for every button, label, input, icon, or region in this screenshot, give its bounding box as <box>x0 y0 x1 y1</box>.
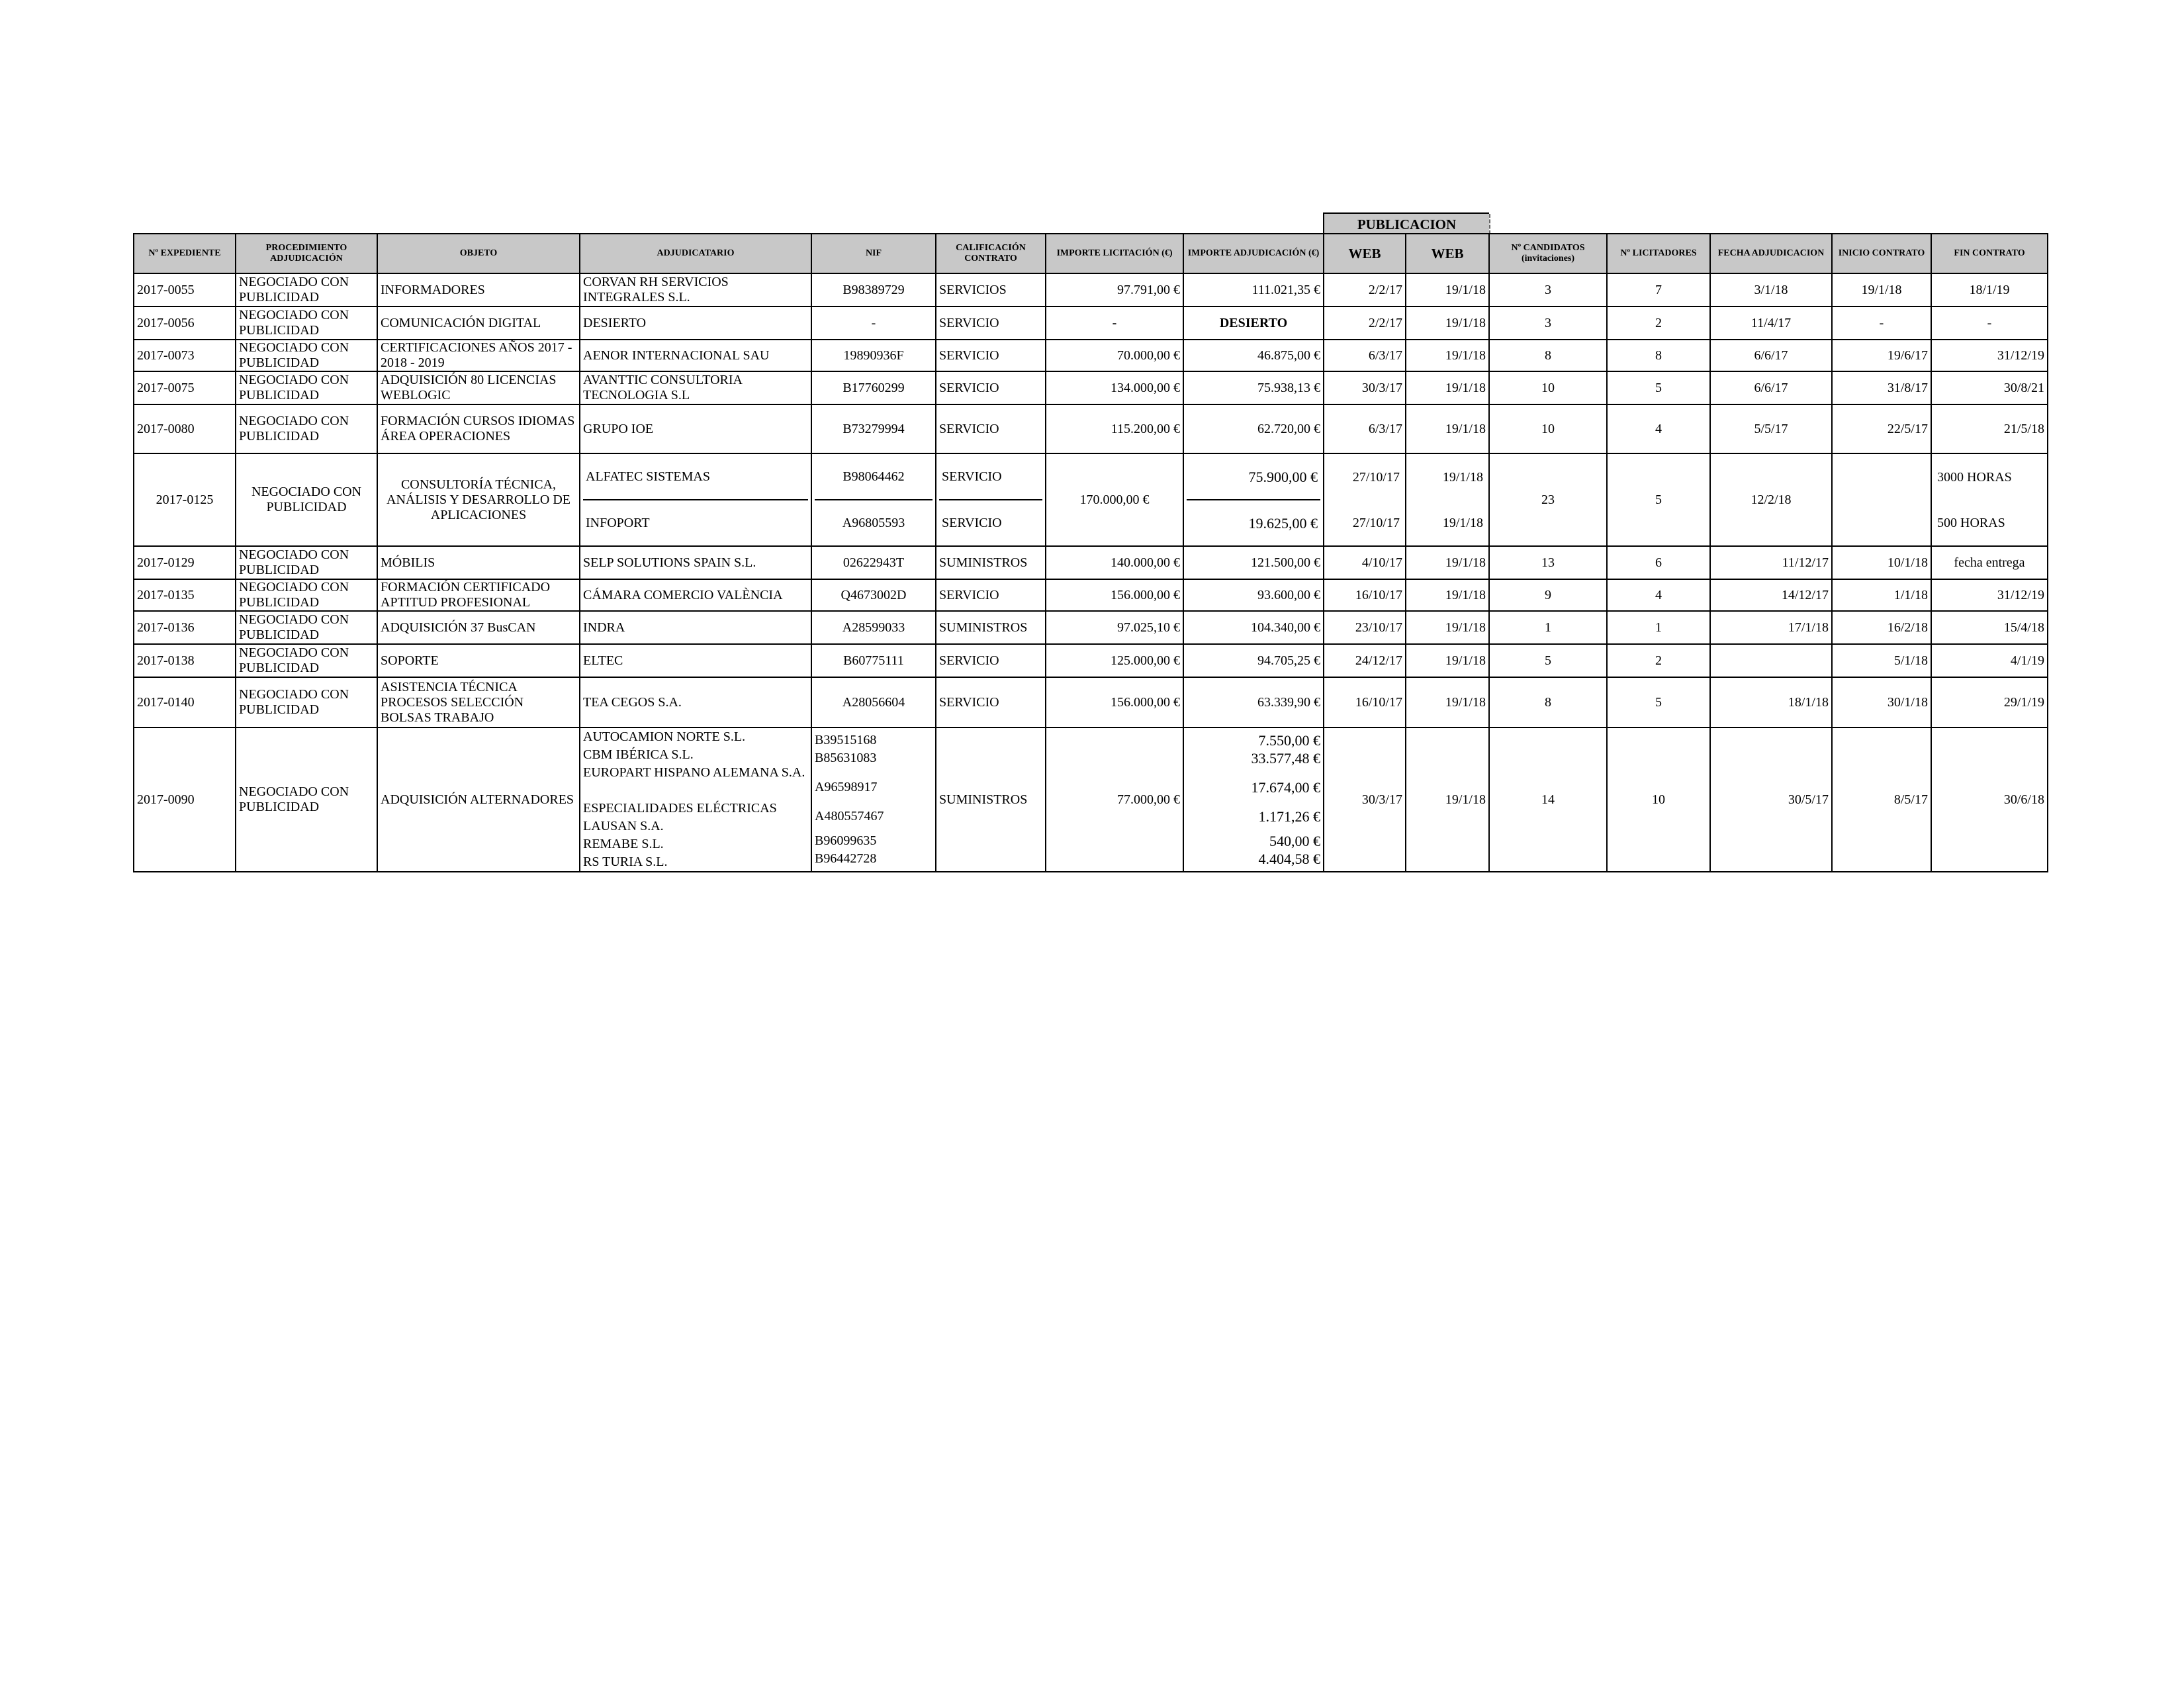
cell-importe-adjudicacion-list <box>1183 727 1324 872</box>
cell-importe-licitacion: 156.000,00 € <box>1046 677 1183 727</box>
cell-fecha-adjudicacion: 30/5/17 <box>1710 727 1832 872</box>
table-row <box>134 453 2048 546</box>
table-row <box>134 306 2048 340</box>
cell-nif-list <box>811 727 936 872</box>
nif-part-2: A96805593 <box>842 515 905 530</box>
cell-adjudicatario: AENOR INTERNACIONAL SAU <box>580 340 811 371</box>
cell-objeto: FORMACIÓN CURSOS IDIOMAS ÁREA OPERACIONES <box>377 404 580 453</box>
adjudicatario-item: REMABE S.L. <box>583 837 664 851</box>
cell-web-2: 19/1/18 <box>1406 371 1489 404</box>
cell-licitadores: 10 <box>1607 727 1710 872</box>
cell-licitadores: 6 <box>1607 546 1710 579</box>
col-header-web-2: WEB <box>1406 234 1489 273</box>
table-row <box>134 546 2048 579</box>
cell-web-2: 19/1/18 <box>1406 677 1489 727</box>
cell-calificacion: SERVICIO <box>936 340 1046 371</box>
cell-licitadores: 2 <box>1607 644 1710 677</box>
cell-web-1-split <box>1324 453 1406 546</box>
cell-licitadores: 7 <box>1607 273 1710 306</box>
cell-nif: B73279994 <box>811 404 936 453</box>
nif-part-1: B98064462 <box>815 454 933 500</box>
cell-calificacion: SERVICIO <box>936 371 1046 404</box>
cell-importe-adjudicacion: 63.339,90 € <box>1183 677 1324 727</box>
cell-importe-licitacion: 70.000,00 € <box>1046 340 1183 371</box>
cell-adjudicatario: DESIERTO <box>580 306 811 340</box>
cell-objeto: CONSULTORÍA TÉCNICA, ANÁLISIS Y DESARROLLO DE APLICACIONES <box>377 453 580 546</box>
cell-expediente: 2017-0073 <box>134 340 236 371</box>
cell-nif: 19890936F <box>811 340 936 371</box>
cell-nif: A28056604 <box>811 677 936 727</box>
nif-item: A96598917 <box>815 780 878 794</box>
cell-licitadores: 5 <box>1607 677 1710 727</box>
cell-candidatos: 23 <box>1489 453 1607 546</box>
cell-adjudicatario: CÁMARA COMERCIO VALÈNCIA <box>580 579 811 611</box>
cell-inicio-contrato: 16/2/18 <box>1832 611 1931 644</box>
cell-calificacion: SUMINISTROS <box>936 727 1046 872</box>
cell-procedimiento: NEGOCIADO CON PUBLICIDAD <box>236 404 377 453</box>
col-header-importe-licitacion: IMPORTE LICITACIÓN (€) <box>1046 234 1183 273</box>
cell-fecha-adjudicacion: 3/1/18 <box>1710 273 1832 306</box>
cell-fin-contrato: 21/5/18 <box>1931 404 2048 453</box>
cell-web-1: 30/3/17 <box>1324 371 1406 404</box>
nif-item: B96099635 <box>815 833 877 848</box>
cell-licitadores: 4 <box>1607 404 1710 453</box>
cell-nif: B60775111 <box>811 644 936 677</box>
importe-item: 1.171,26 € <box>1258 808 1320 825</box>
cell-inicio-contrato: 8/5/17 <box>1832 727 1931 872</box>
cell-candidatos: 8 <box>1489 340 1607 371</box>
cell-importe-licitacion: - <box>1046 306 1183 340</box>
col-header-procedimiento: PROCEDIMIENTO ADJUDICACIÓN <box>236 234 377 273</box>
cell-web-1: 24/12/17 <box>1324 644 1406 677</box>
cell-importe-adjudicacion: 94.705,25 € <box>1183 644 1324 677</box>
cell-procedimiento: NEGOCIADO CON PUBLICIDAD <box>236 273 377 306</box>
cell-importe-adjudicacion: 104.340,00 € <box>1183 611 1324 644</box>
importe-item: 540,00 € <box>1269 833 1320 849</box>
cell-inicio-contrato: 19/6/17 <box>1832 340 1931 371</box>
cell-web-1: 2/2/17 <box>1324 273 1406 306</box>
cell-importe-licitacion: 140.000,00 € <box>1046 546 1183 579</box>
cell-candidatos: 5 <box>1489 644 1607 677</box>
cell-fin-contrato: 30/8/21 <box>1931 371 2048 404</box>
cell-importe-adjudicacion: 46.875,00 € <box>1183 340 1324 371</box>
col-header-adjudicatario: ADJUDICATARIO <box>580 234 811 273</box>
cell-procedimiento: NEGOCIADO CON PUBLICIDAD <box>236 579 377 611</box>
cell-adjudicatario-list <box>580 727 811 872</box>
cell-importe-licitacion: 115.200,00 € <box>1046 404 1183 453</box>
cell-fecha-adjudicacion: 11/4/17 <box>1710 306 1832 340</box>
cell-fin-contrato: 31/12/19 <box>1931 340 2048 371</box>
importe-adjudicacion-part-1: 75.900,00 € <box>1187 454 1320 500</box>
adjudicatario-item: CBM IBÉRICA S.L. <box>583 747 694 762</box>
cell-candidatos: 9 <box>1489 579 1607 611</box>
cell-importe-licitacion: 134.000,00 € <box>1046 371 1183 404</box>
cell-web-1: 4/10/17 <box>1324 546 1406 579</box>
cell-web-2: 19/1/18 <box>1406 404 1489 453</box>
cell-web-2-split <box>1406 453 1489 546</box>
cell-expediente: 2017-0138 <box>134 644 236 677</box>
col-header-web-1: WEB <box>1324 234 1406 273</box>
cell-calificacion: SUMINISTROS <box>936 546 1046 579</box>
col-header-candidatos: Nº CANDIDATOS (invitaciones) <box>1489 234 1607 273</box>
col-header-importe-adjudicacion: IMPORTE ADJUDICACIÓN (€) <box>1183 234 1324 273</box>
cell-calificacion: SERVICIO <box>936 677 1046 727</box>
cell-adjudicatario: CORVAN RH SERVICIOS INTEGRALES S.L. <box>580 273 811 306</box>
cell-adjudicatario: TEA CEGOS S.A. <box>580 677 811 727</box>
cell-expediente: 2017-0090 <box>134 727 236 872</box>
cell-fin-contrato: 4/1/19 <box>1931 644 2048 677</box>
importe-item: 17.674,00 € <box>1251 779 1320 796</box>
cell-expediente: 2017-0055 <box>134 273 236 306</box>
cell-fin-contrato: 31/12/19 <box>1931 579 2048 611</box>
cell-calificacion: SERVICIO <box>936 306 1046 340</box>
cell-fin-contrato: 29/1/19 <box>1931 677 2048 727</box>
cell-objeto: ADQUISICIÓN 80 LICENCIAS WEBLOGIC <box>377 371 580 404</box>
cell-calificacion: SERVICIO <box>936 579 1046 611</box>
cell-fin-contrato: - <box>1931 306 2048 340</box>
cell-web-2: 19/1/18 <box>1406 611 1489 644</box>
table-row <box>134 579 2048 611</box>
cell-objeto: FORMACIÓN CERTIFICADO APTITUD PROFESIONAL <box>377 579 580 611</box>
cell-web-1: 16/10/17 <box>1324 677 1406 727</box>
table-row <box>134 404 2048 453</box>
header-row <box>134 234 2048 273</box>
adjudicatario-part-2: INFOPORT <box>586 515 650 530</box>
adjudicatario-item: ESPECIALIDADES ELÉCTRICAS LAUSAN S.A. <box>583 801 777 833</box>
cell-importe-licitacion: 77.000,00 € <box>1046 727 1183 872</box>
cell-fecha-adjudicacion: 12/2/18 <box>1710 453 1832 546</box>
cell-licitadores: 5 <box>1607 371 1710 404</box>
cell-importe-adjudicacion: 75.938,13 € <box>1183 371 1324 404</box>
cell-candidatos: 14 <box>1489 727 1607 872</box>
nif-item: B39515168 <box>815 733 877 747</box>
cell-calificacion: SERVICIO <box>936 644 1046 677</box>
calificacion-part-1: SERVICIO <box>939 454 1042 500</box>
cell-procedimiento: NEGOCIADO CON PUBLICIDAD <box>236 611 377 644</box>
cell-importe-licitacion: 170.000,00 € <box>1046 453 1183 546</box>
cell-fin-contrato: 30/6/18 <box>1931 727 2048 872</box>
web-1-part-2: 27/10/17 <box>1352 515 1400 530</box>
cell-fecha-adjudicacion: 18/1/18 <box>1710 677 1832 727</box>
table-row <box>134 611 2048 644</box>
cell-web-2: 19/1/18 <box>1406 546 1489 579</box>
cell-candidatos: 10 <box>1489 371 1607 404</box>
web-1-part-1: 27/10/17 <box>1352 469 1400 485</box>
cell-procedimiento: NEGOCIADO CON PUBLICIDAD <box>236 453 377 546</box>
cell-web-2: 19/1/18 <box>1406 306 1489 340</box>
cell-web-1: 6/3/17 <box>1324 404 1406 453</box>
nif-item: B96442728 <box>815 851 877 866</box>
col-header-fecha-adjudicacion: FECHA ADJUDICACION <box>1710 234 1832 273</box>
fin-contrato-part-1: 3000 HORAS <box>1937 469 2012 485</box>
cell-expediente: 2017-0075 <box>134 371 236 404</box>
cell-expediente: 2017-0140 <box>134 677 236 727</box>
cell-adjudicatario: SELP SOLUTIONS SPAIN S.L. <box>580 546 811 579</box>
cell-procedimiento: NEGOCIADO CON PUBLICIDAD <box>236 546 377 579</box>
cell-candidatos: 3 <box>1489 273 1607 306</box>
cell-procedimiento: NEGOCIADO CON PUBLICIDAD <box>236 306 377 340</box>
cell-procedimiento: NEGOCIADO CON PUBLICIDAD <box>236 340 377 371</box>
cell-inicio-contrato: 31/8/17 <box>1832 371 1931 404</box>
table-row <box>134 677 2048 727</box>
table-row <box>134 273 2048 306</box>
cell-procedimiento: NEGOCIADO CON PUBLICIDAD <box>236 644 377 677</box>
calificacion-part-2: SERVICIO <box>942 515 1002 530</box>
cell-nif: B98389729 <box>811 273 936 306</box>
cell-calificacion: SUMINISTROS <box>936 611 1046 644</box>
cell-objeto: MÓBILIS <box>377 546 580 579</box>
cell-web-1: 23/10/17 <box>1324 611 1406 644</box>
cell-adjudicatario: ELTEC <box>580 644 811 677</box>
cell-fecha-adjudicacion: 6/6/17 <box>1710 371 1832 404</box>
contracts-table <box>133 233 2048 872</box>
web-2-part-1: 19/1/18 <box>1442 469 1483 485</box>
col-header-inicio-contrato: INICIO CONTRATO <box>1832 234 1931 273</box>
cell-inicio-contrato: 19/1/18 <box>1832 273 1931 306</box>
cell-nif: - <box>811 306 936 340</box>
adjudicatario-part-1: ALFATEC SISTEMAS <box>583 454 808 500</box>
cell-fecha-adjudicacion <box>1710 644 1832 677</box>
cell-objeto: ADQUISICIÓN 37 BusCAN <box>377 611 580 644</box>
cell-importe-adjudicacion: 62.720,00 € <box>1183 404 1324 453</box>
cell-fecha-adjudicacion: 6/6/17 <box>1710 340 1832 371</box>
cell-fin-contrato: fecha entrega <box>1931 546 2048 579</box>
cell-web-1: 16/10/17 <box>1324 579 1406 611</box>
cell-licitadores: 4 <box>1607 579 1710 611</box>
cell-fecha-adjudicacion: 17/1/18 <box>1710 611 1832 644</box>
cell-candidatos: 8 <box>1489 677 1607 727</box>
col-header-nif: NIF <box>811 234 936 273</box>
cell-web-1: 6/3/17 <box>1324 340 1406 371</box>
cell-inicio-contrato <box>1832 453 1931 546</box>
cell-procedimiento: NEGOCIADO CON PUBLICIDAD <box>236 677 377 727</box>
cell-fin-contrato: 18/1/19 <box>1931 273 2048 306</box>
cell-procedimiento: NEGOCIADO CON PUBLICIDAD <box>236 371 377 404</box>
nif-item: A480557467 <box>815 809 884 823</box>
cell-expediente: 2017-0056 <box>134 306 236 340</box>
cell-objeto: ASISTENCIA TÉCNICA PROCESOS SELECCIÓN BOLSAS TRABAJO <box>377 677 580 727</box>
cell-licitadores: 1 <box>1607 611 1710 644</box>
cell-importe-adjudicacion: 111.021,35 € <box>1183 273 1324 306</box>
cell-web-2: 19/1/18 <box>1406 644 1489 677</box>
cell-fecha-adjudicacion: 14/12/17 <box>1710 579 1832 611</box>
table-row <box>134 340 2048 371</box>
cell-nif: B17760299 <box>811 371 936 404</box>
cell-calificacion: SERVICIO <box>936 404 1046 453</box>
nif-item: B85631083 <box>815 751 877 765</box>
cell-fecha-adjudicacion: 11/12/17 <box>1710 546 1832 579</box>
publicacion-group-header: PUBLICACION <box>1323 212 1489 234</box>
cell-web-2: 19/1/18 <box>1406 579 1489 611</box>
cell-fin-contrato: 15/4/18 <box>1931 611 2048 644</box>
cell-importe-adjudicacion-split <box>1183 453 1324 546</box>
cell-objeto: ADQUISICIÓN ALTERNADORES <box>377 727 580 872</box>
cell-importe-licitacion: 125.000,00 € <box>1046 644 1183 677</box>
cell-web-1: 30/3/17 <box>1324 727 1406 872</box>
cell-licitadores: 8 <box>1607 340 1710 371</box>
cell-importe-adjudicacion: DESIERTO <box>1183 306 1324 340</box>
col-header-licitadores: Nº LICITADORES <box>1607 234 1710 273</box>
cell-importe-adjudicacion: 93.600,00 € <box>1183 579 1324 611</box>
importe-item: 7.550,00 € <box>1258 732 1320 749</box>
cell-candidatos: 3 <box>1489 306 1607 340</box>
cell-licitadores: 5 <box>1607 453 1710 546</box>
table-row <box>134 371 2048 404</box>
cell-expediente: 2017-0136 <box>134 611 236 644</box>
cell-calificacion-split <box>936 453 1046 546</box>
cell-expediente: 2017-0080 <box>134 404 236 453</box>
cell-adjudicatario-split <box>580 453 811 546</box>
cell-nif: A28599033 <box>811 611 936 644</box>
cell-candidatos: 13 <box>1489 546 1607 579</box>
col-header-fin-contrato: FIN CONTRATO <box>1931 234 2048 273</box>
cell-importe-licitacion: 97.025,10 € <box>1046 611 1183 644</box>
col-header-objeto: OBJETO <box>377 234 580 273</box>
cell-inicio-contrato: - <box>1832 306 1931 340</box>
cell-objeto: SOPORTE <box>377 644 580 677</box>
cell-importe-adjudicacion: 121.500,00 € <box>1183 546 1324 579</box>
cell-expediente: 2017-0135 <box>134 579 236 611</box>
cell-candidatos: 10 <box>1489 404 1607 453</box>
importe-item: 4.404,58 € <box>1258 851 1320 867</box>
cell-adjudicatario: AVANTTIC CONSULTORIA TECNOLOGIA S.L <box>580 371 811 404</box>
cell-fecha-adjudicacion: 5/5/17 <box>1710 404 1832 453</box>
cell-web-2: 19/1/18 <box>1406 273 1489 306</box>
cell-importe-licitacion: 97.791,00 € <box>1046 273 1183 306</box>
cell-inicio-contrato: 30/1/18 <box>1832 677 1931 727</box>
cell-inicio-contrato: 5/1/18 <box>1832 644 1931 677</box>
adjudicatario-item: RS TURIA S.L. <box>583 855 668 869</box>
fin-contrato-part-2: 500 HORAS <box>1937 515 2005 530</box>
cell-candidatos: 1 <box>1489 611 1607 644</box>
col-header-calificacion: CALIFICACIÓN CONTRATO <box>936 234 1046 273</box>
cell-expediente: 2017-0129 <box>134 546 236 579</box>
importe-item: 33.577,48 € <box>1251 750 1320 767</box>
cell-inicio-contrato: 10/1/18 <box>1832 546 1931 579</box>
cell-web-1: 2/2/17 <box>1324 306 1406 340</box>
cell-objeto: INFORMADORES <box>377 273 580 306</box>
cell-inicio-contrato: 1/1/18 <box>1832 579 1931 611</box>
cell-expediente: 2017-0125 <box>134 453 236 546</box>
importe-adjudicacion-part-2: 19.625,00 € <box>1248 514 1318 532</box>
cell-procedimiento: NEGOCIADO CON PUBLICIDAD <box>236 727 377 872</box>
cell-web-2: 19/1/18 <box>1406 340 1489 371</box>
cell-adjudicatario: GRUPO IOE <box>580 404 811 453</box>
cell-objeto: COMUNICACIÓN DIGITAL <box>377 306 580 340</box>
cell-importe-licitacion: 156.000,00 € <box>1046 579 1183 611</box>
adjudicatario-item: EUROPART HISPANO ALEMANA S.A. <box>583 765 805 780</box>
cell-adjudicatario: INDRA <box>580 611 811 644</box>
adjudicatario-item: AUTOCAMION NORTE S.L. <box>583 729 746 744</box>
cell-nif-split <box>811 453 936 546</box>
cell-licitadores: 2 <box>1607 306 1710 340</box>
cell-nif: 02622943T <box>811 546 936 579</box>
cell-nif: Q4673002D <box>811 579 936 611</box>
table-row <box>134 644 2048 677</box>
cell-calificacion: SERVICIOS <box>936 273 1046 306</box>
web-2-part-2: 19/1/18 <box>1442 515 1483 530</box>
cell-fin-contrato-split <box>1931 453 2048 546</box>
cell-web-2: 19/1/18 <box>1406 727 1489 872</box>
cell-objeto: CERTIFICACIONES AÑOS 2017 - 2018 - 2019 <box>377 340 580 371</box>
cell-inicio-contrato: 22/5/17 <box>1832 404 1931 453</box>
col-header-expediente: Nº EXPEDIENTE <box>134 234 236 273</box>
table-row <box>134 727 2048 872</box>
